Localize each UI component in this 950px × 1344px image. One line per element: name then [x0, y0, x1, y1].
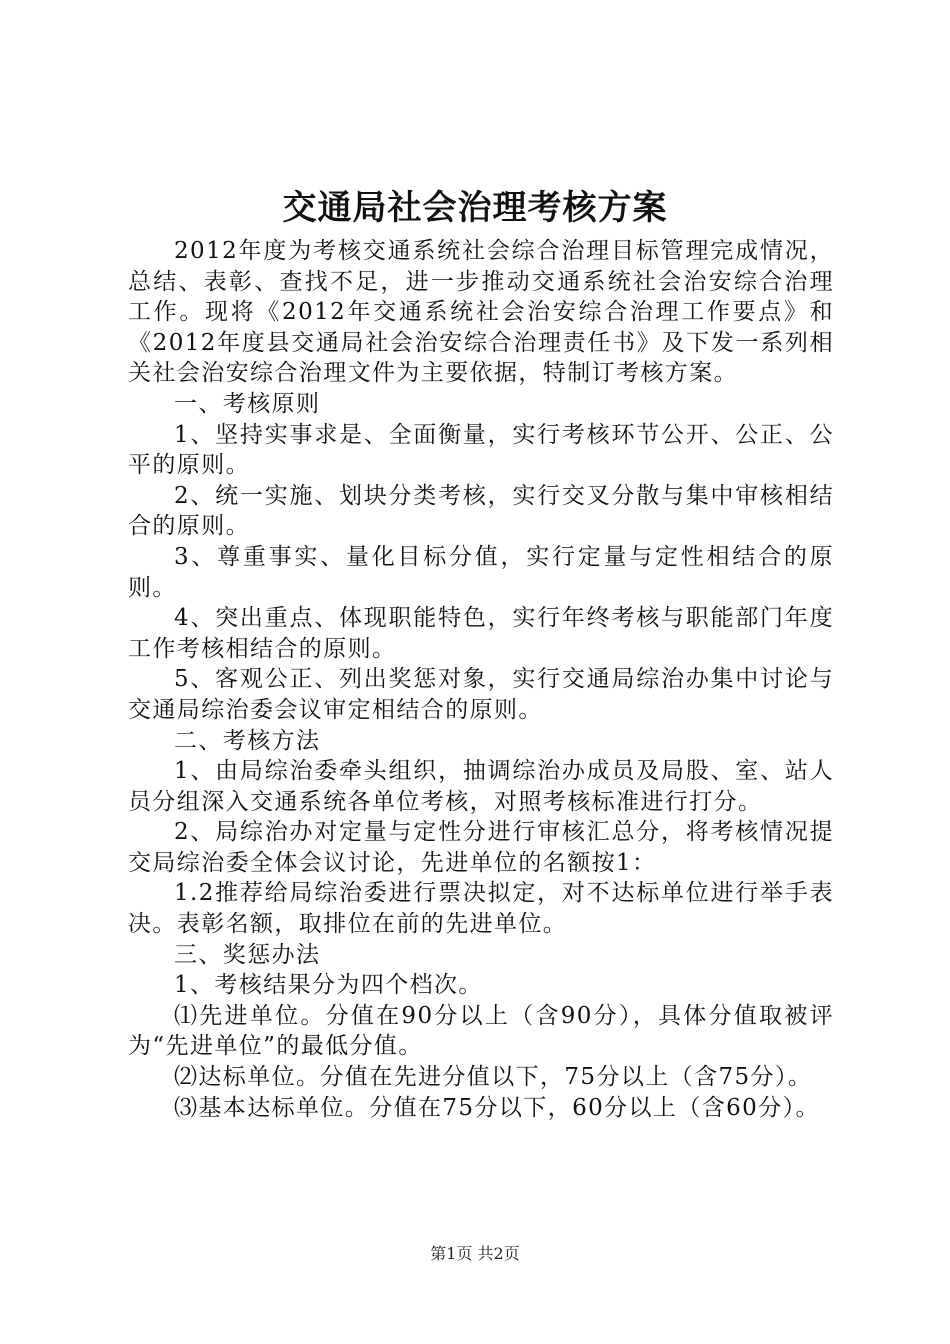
section-heading-principles: 一、考核原则: [174, 390, 321, 417]
reward-tier: ⑵达标单位。分值在先进分值以下，75分以上（含75分）。: [174, 1064, 813, 1091]
principle-item: 3、尊重事实、量化目标分值，实行定量与定性相结合的原则。: [128, 543, 834, 601]
principle-item: 4、突出重点、体现职能特色，实行年终考核与职能部门年度工作考核相结合的原则。: [128, 605, 834, 662]
method-item-continued: 1.2推荐给局综治委进行票决拟定，对不达标单位进行举手表决。表彰名额，取排位在前的先进单位。: [128, 880, 834, 938]
intro-paragraph: 2012年度为考核交通系统社会综合治理目标管理完成情况，总结、表彰、查找不足，进一步推动交通系统社会治安综合治理工作。现将《2012年交通系统社会治安综合治理工作要点》和《2012年度县交通局社会治安综合治理责任书》及下发一系列相关社会治安综合治理文件为主要依据，特制订考核方案。: [128, 238, 834, 387]
section-heading-rewards: 三、奖惩办法: [174, 941, 321, 968]
reward-tier: ⑶基本达标单位。分值在75分以下，60分以上（含60分）。: [174, 1094, 820, 1121]
section-heading-methods: 二、考核方法: [174, 727, 321, 754]
principle-item: 5、客观公正、列出奖惩对象，实行交通局综治办集中讨论与交通局综治委会议审定相结合的原则。: [128, 666, 834, 723]
document-title: 交通局社会治理考核方案: [282, 188, 668, 228]
reward-tier: ⑴先进单位。分值在90分以上（含90分），具体分值取被评为“先进单位”的最低分值。: [128, 1002, 834, 1060]
document-body: [128, 236, 834, 1123]
page-number: 第1页 共2页: [430, 1244, 520, 1263]
principle-item: 1、坚持实事求是、全面衡量，实行考核环节公开、公正、公平的原则。: [128, 421, 834, 479]
reward-item: 1、考核结果分为四个档次。: [174, 972, 483, 999]
principle-item: 2、统一实施、划块分类考核，实行交叉分散与集中审核相结合的原则。: [128, 482, 834, 540]
method-item: 1、由局综治委牵头组织，抽调综治办成员及局股、室、站人员分组深入交通系统各单位考核，对照考核标准进行打分。: [128, 758, 834, 815]
method-item: 2、局综治办对定量与定性分进行审核汇总分，将考核情况提交局综治委全体会议讨论，先进单位的名额按1：: [128, 819, 834, 876]
